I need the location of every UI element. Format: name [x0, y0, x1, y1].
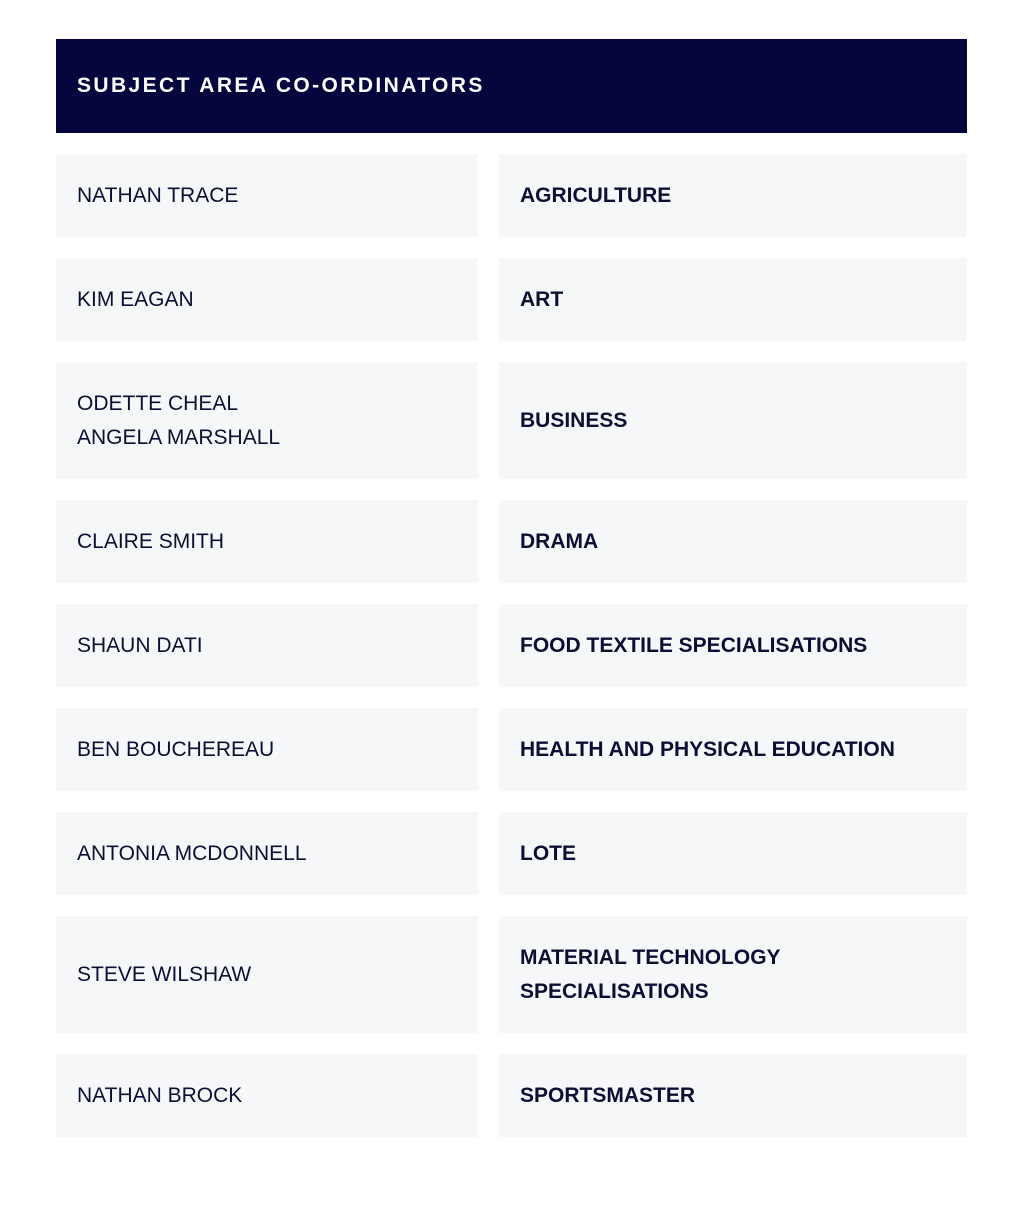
subject-area-cell [499, 1054, 967, 1137]
subject-area: FOOD TEXTILE SPECIALISATIONS [520, 633, 868, 657]
coordinator-name-cell [56, 154, 478, 237]
coordinator-name-cell [56, 1054, 478, 1137]
coordinator-name-cell [56, 708, 478, 791]
subject-area: SPECIALISATIONS [520, 979, 709, 1003]
table-row [56, 916, 967, 1033]
subject-area: MATERIAL TECHNOLOGY [520, 945, 781, 969]
subject-area-cell [499, 916, 967, 1033]
coordinator-name-cell [56, 500, 478, 583]
subject-area-cell [499, 154, 967, 237]
table-row [56, 362, 967, 479]
coordinator-name-cell [56, 362, 478, 479]
table-row [56, 604, 967, 687]
table-title: SUBJECT AREA CO-ORDINATORS [77, 74, 485, 97]
coordinator-name-cell [56, 258, 478, 341]
subject-area-cell [499, 362, 967, 479]
subject-area-cell [499, 500, 967, 583]
coordinator-name: BEN BOUCHEREAU [77, 737, 275, 761]
subject-area: ART [520, 287, 564, 311]
subject-area-cell [499, 812, 967, 895]
coordinator-name: ODETTE CHEAL [77, 391, 239, 415]
table-row [56, 258, 967, 341]
subject-area-cell [499, 258, 967, 341]
subject-area: DRAMA [520, 529, 599, 553]
subject-area-cell [499, 604, 967, 687]
subject-area: BUSINESS [520, 408, 628, 432]
coordinator-name: CLAIRE SMITH [77, 529, 225, 553]
subject-area: SPORTSMASTER [520, 1083, 696, 1107]
coordinator-name-cell [56, 604, 478, 687]
coordinator-name-cell [56, 916, 478, 1033]
coordinators-table [56, 39, 967, 1158]
subject-area: LOTE [520, 841, 576, 865]
subject-area: HEALTH AND PHYSICAL EDUCATION [520, 737, 895, 761]
coordinator-name: NATHAN BROCK [77, 1083, 243, 1107]
coordinator-name: STEVE WILSHAW [77, 962, 252, 986]
coordinator-name: SHAUN DATI [77, 633, 203, 657]
subject-area: AGRICULTURE [520, 183, 672, 207]
coordinator-name: ANGELA MARSHALL [77, 425, 281, 449]
subject-area-cell [499, 708, 967, 791]
coordinator-name: ANTONIA MCDONNELL [77, 841, 307, 865]
table-row [56, 708, 967, 791]
coordinator-name: KIM EAGAN [77, 287, 194, 311]
table-body [56, 154, 967, 1137]
table-row [56, 154, 967, 237]
table-header [56, 39, 967, 133]
table-row [56, 500, 967, 583]
table-row [56, 1054, 967, 1137]
table-row [56, 812, 967, 895]
coordinator-name-cell [56, 812, 478, 895]
coordinator-name: NATHAN TRACE [77, 183, 239, 207]
